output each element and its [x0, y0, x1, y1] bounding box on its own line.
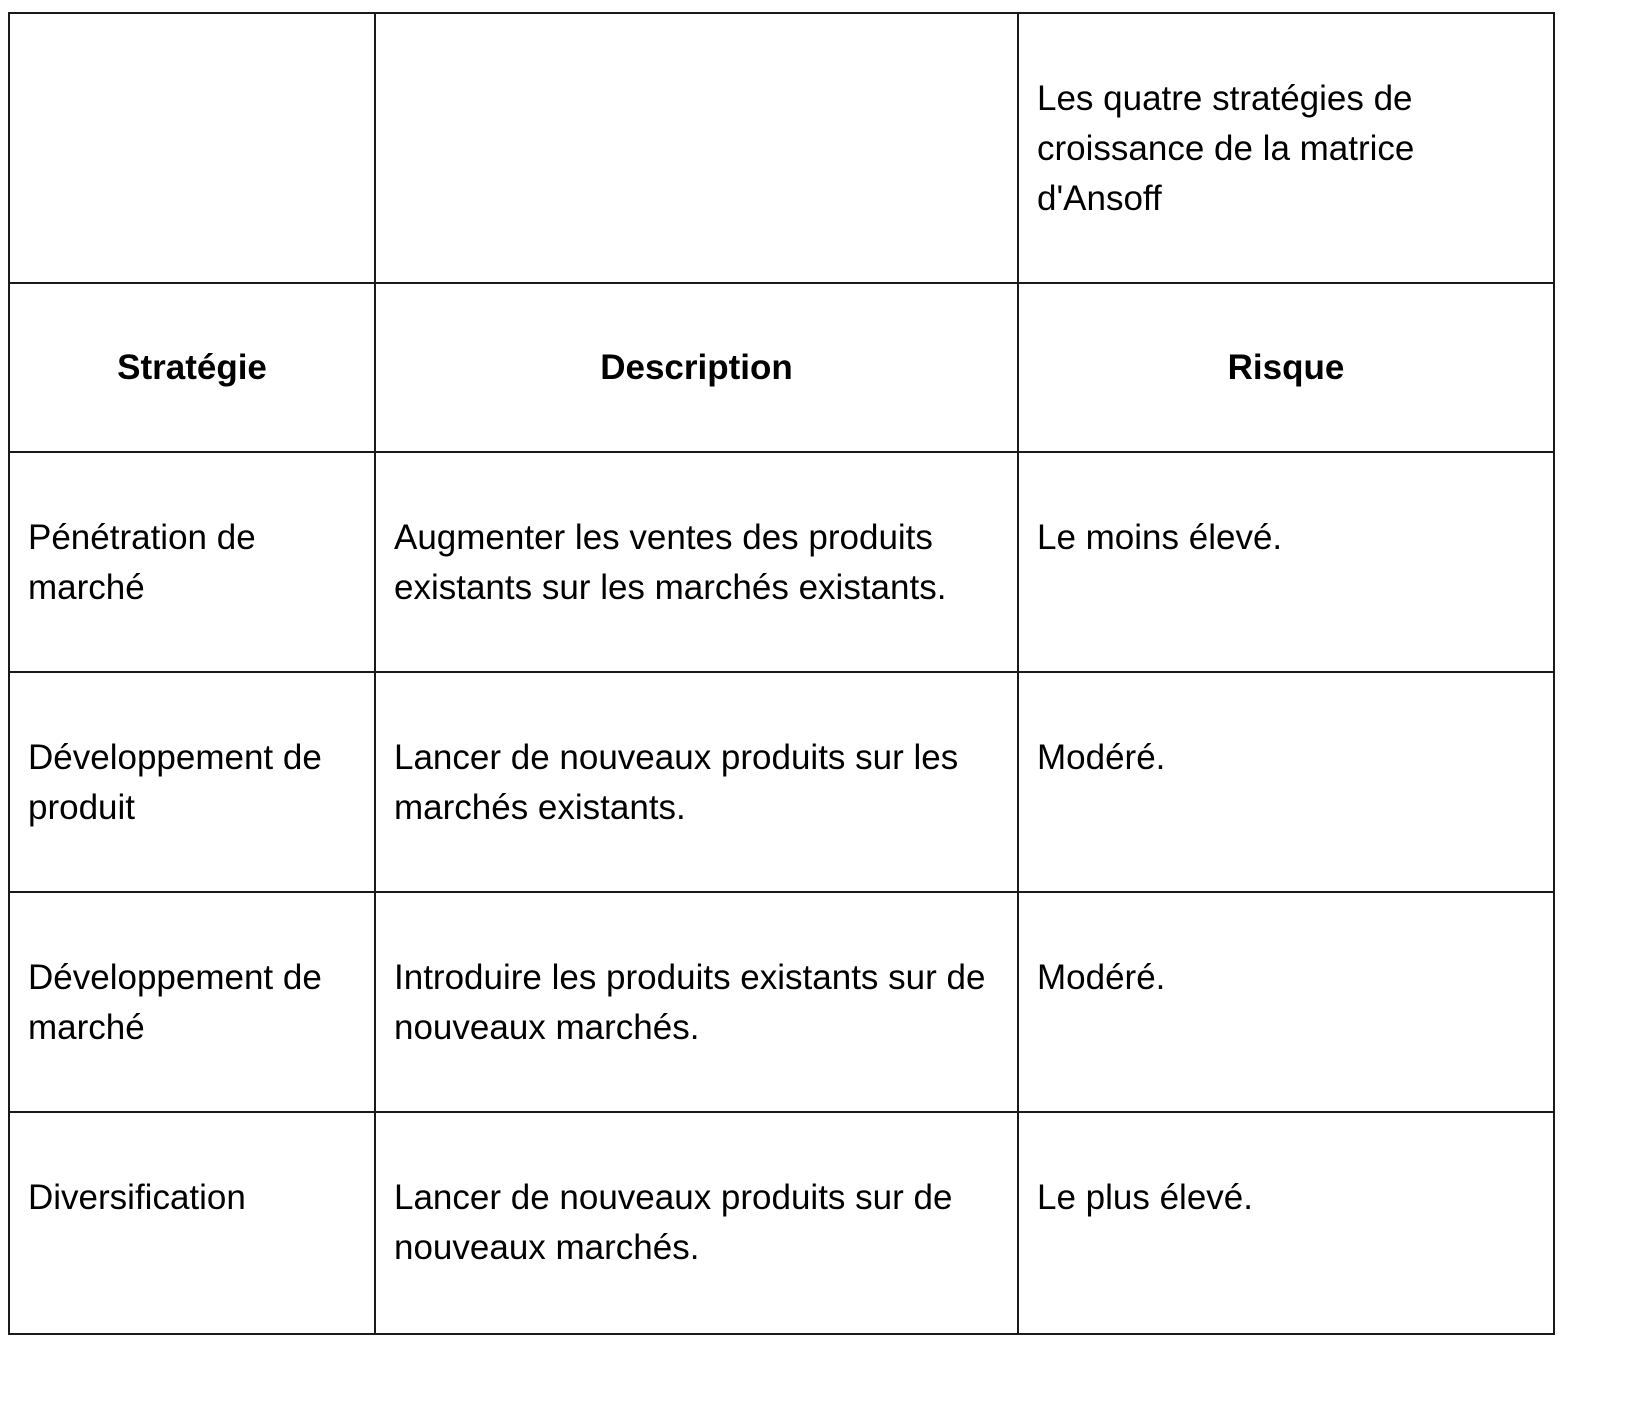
- strategy-cell: Développement de marché: [9, 892, 375, 1112]
- description-cell: Lancer de nouveaux produits sur les marchés existants.: [375, 672, 1018, 892]
- empty-cell: [9, 13, 375, 283]
- column-header-risk: Risque: [1018, 283, 1554, 452]
- empty-cell: [375, 13, 1018, 283]
- column-header-description: Description: [375, 283, 1018, 452]
- caption-row: [9, 13, 1554, 283]
- risk-cell: Le moins élevé.: [1018, 452, 1554, 672]
- description-cell: Introduire les produits existants sur de nouveaux marchés.: [375, 892, 1018, 1112]
- table-row: [9, 1112, 1554, 1334]
- table-row: [9, 892, 1554, 1112]
- description-cell: Augmenter les ventes des produits existants sur les marchés existants.: [375, 452, 1018, 672]
- risk-cell: Le plus élevé.: [1018, 1112, 1554, 1334]
- table-caption: Les quatre stratégies de croissance de la matrice d'Ansoff: [1018, 13, 1554, 283]
- strategy-cell: Développement de produit: [9, 672, 375, 892]
- column-header-strategy: Stratégie: [9, 283, 375, 452]
- risk-cell: Modéré.: [1018, 892, 1554, 1112]
- risk-cell: Modéré.: [1018, 672, 1554, 892]
- strategy-cell: Diversification: [9, 1112, 375, 1334]
- description-cell: Lancer de nouveaux produits sur de nouveaux marchés.: [375, 1112, 1018, 1334]
- table-row: [9, 452, 1554, 672]
- table-row: [9, 672, 1554, 892]
- header-row: [9, 283, 1554, 452]
- ansoff-strategies-table: [8, 12, 1555, 1335]
- strategy-cell: Pénétration de marché: [9, 452, 375, 672]
